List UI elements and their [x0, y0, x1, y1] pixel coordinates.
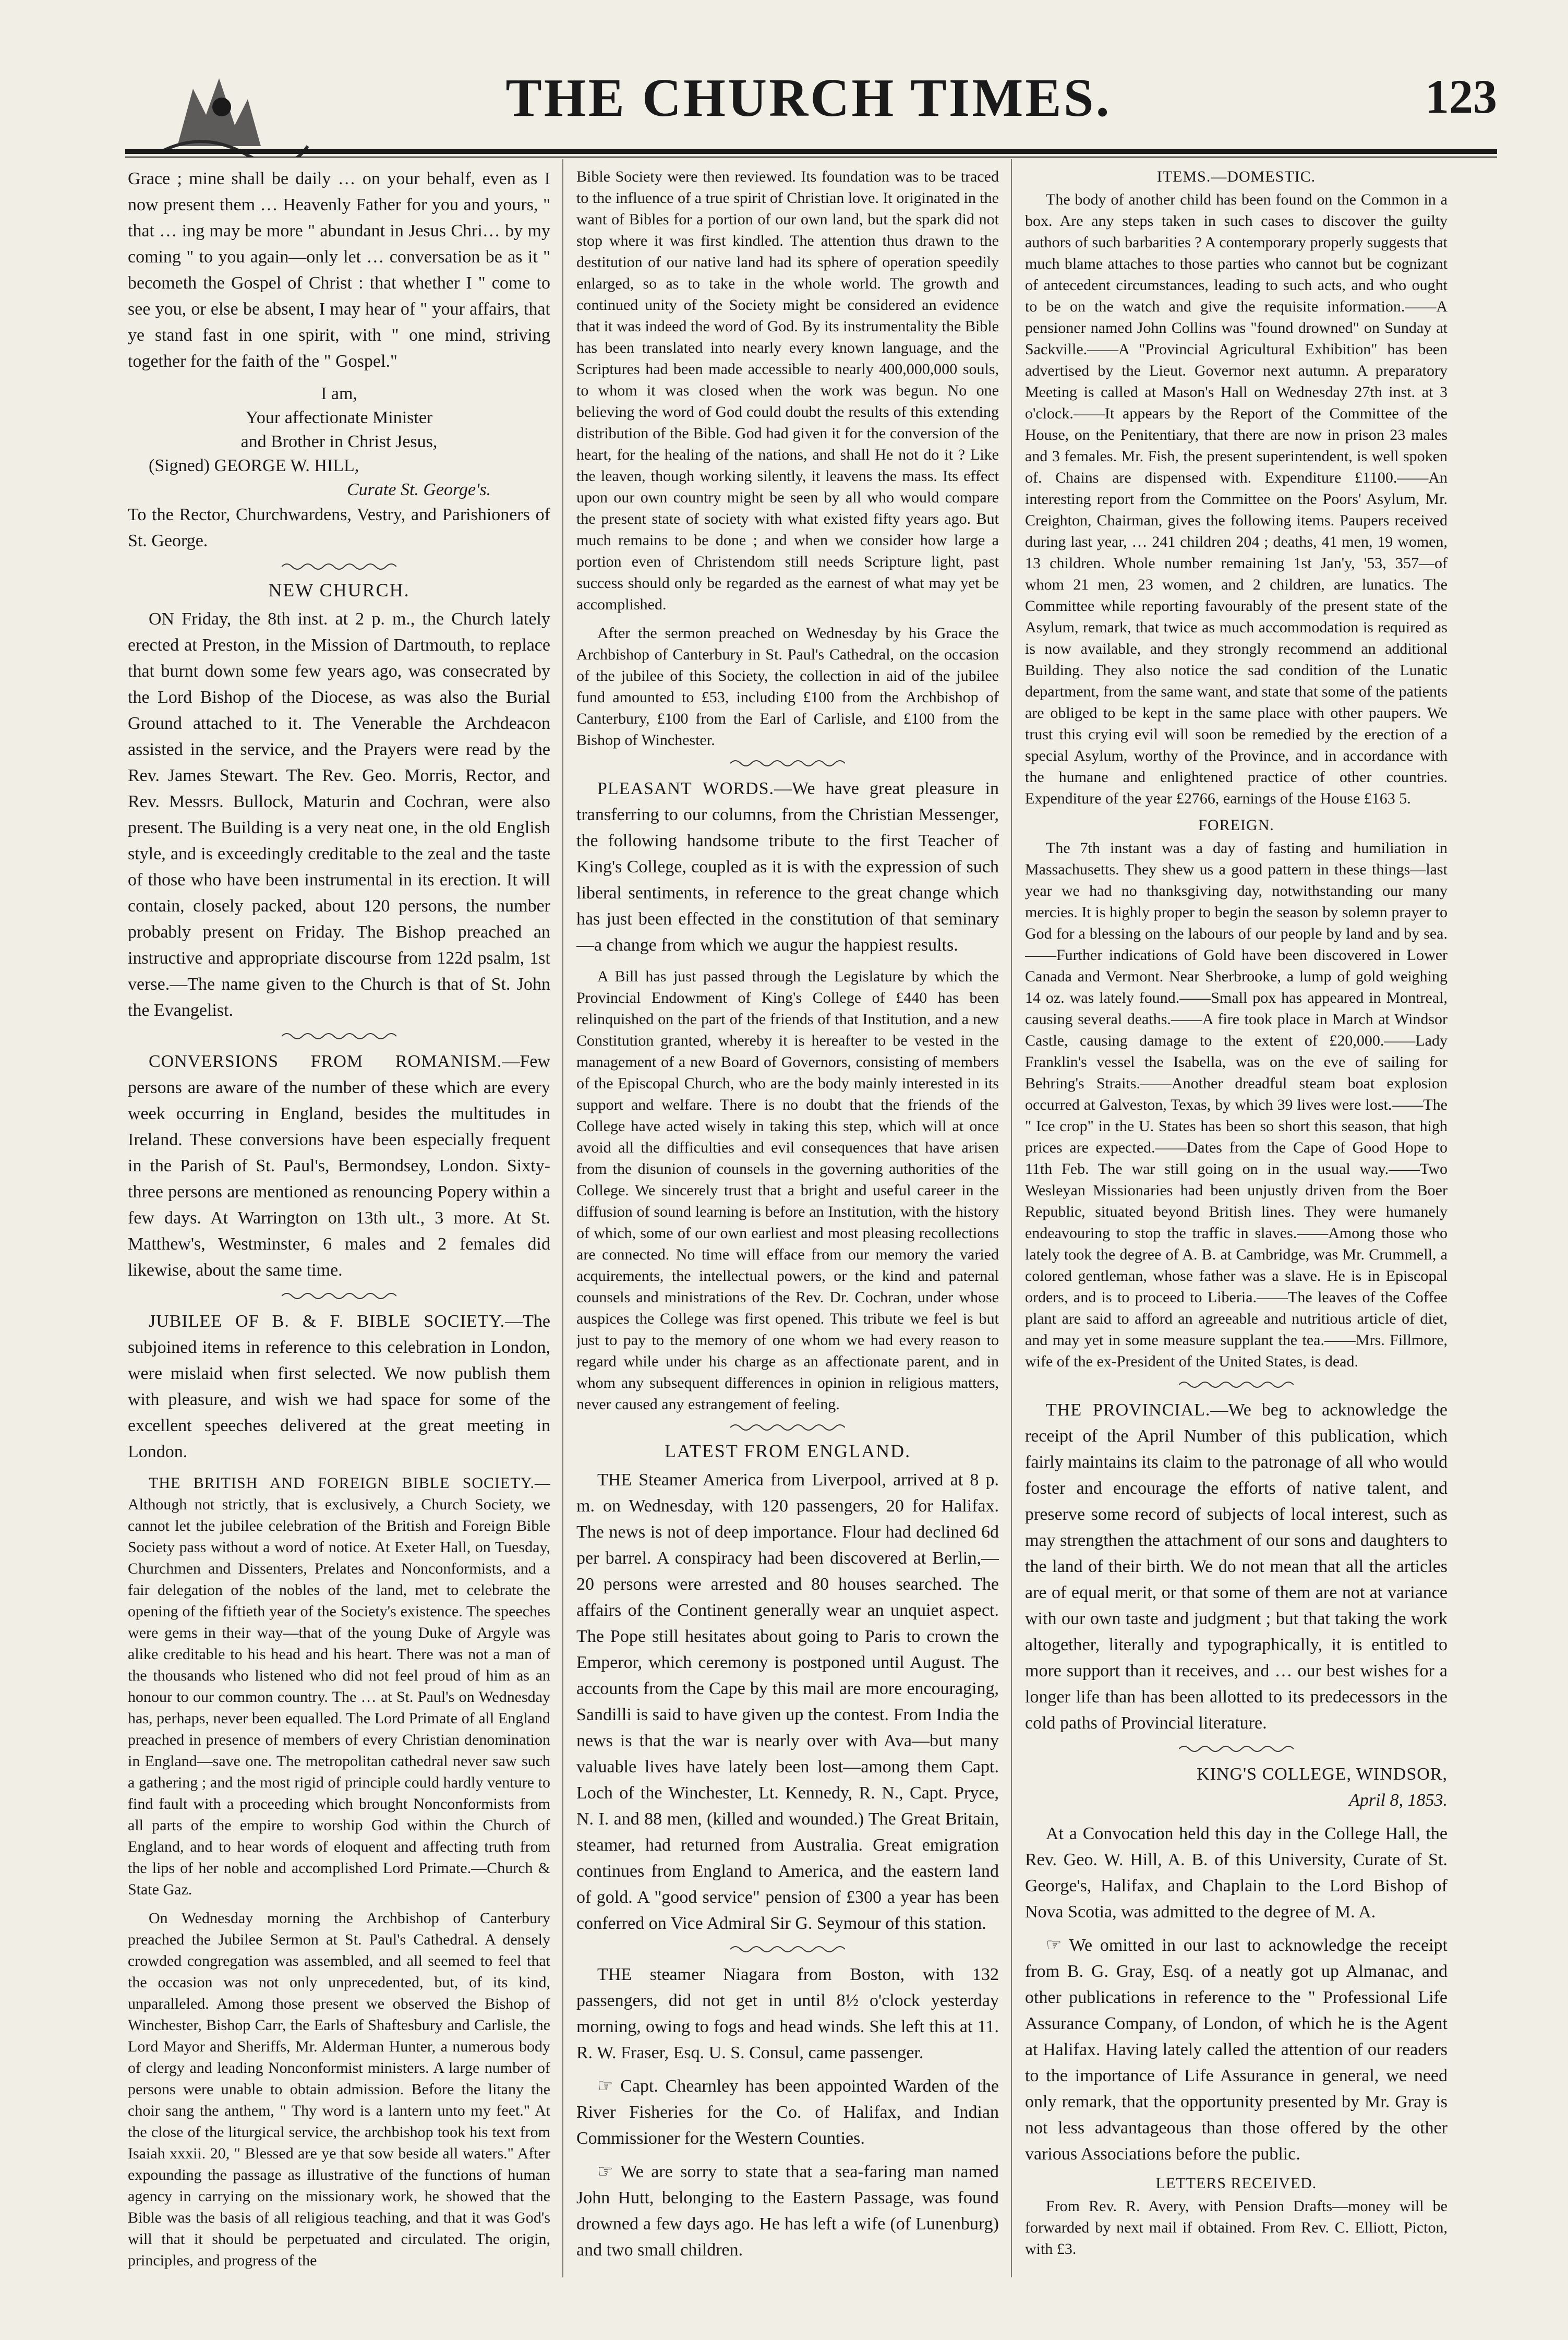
jubilee-article: [128, 1309, 550, 1465]
omitted-notice: [1025, 1933, 1448, 2167]
masthead: [120, 63, 1497, 151]
bible-society-continued: Bible Society were then reviewed. Its foundation was to be traced to the influence of a true spirit of Christian love. It originated in the want of Bibles for a portion of our own land, but the spark did not stop where it was first kindled. The attention thus drawn to the destitution of our native land had its sphere of operation speedily enlarged, so as to take in the whole world. The growth and continued unity of the Society might be considered an evidence that it was indeed the word of God. By its instrumentality the Bible has been translated into nearly every known language, and the Scriptures had been made accessible to nearly 400,000,000 souls, to whom it was closed when the work was begun. No one believing the word of God could doubt the results of this extending distribution of the Bible. God had given it for the conversion of the heart, for the healing of the nations, and shall He not do it ? Like the leaven, though working silently, it leavens the mass. Its effect upon our own country might be seen by all who would compare the present state of society with what existed fifty years ago. But much remains to be done ; and when we consider how large a portion even of Christendom still needs Scripture light, past success should only be regarded as the earnest of what may yet be accomplished.: [576, 168, 999, 613]
letter-signature: (Signed) GEORGE W. HILL,: [149, 456, 359, 475]
column-divider: [1011, 159, 1012, 2277]
ornamental-divider: [128, 1031, 550, 1042]
letter-addressee: To the Rector, Churchwardens, Vestry, and Parishioners of St. George.: [128, 505, 550, 550]
chearnley-article: [576, 2073, 999, 2152]
kings-college-date: April 8, 1853.: [1349, 1791, 1448, 1810]
letter-closing-line: and Brother in Christ Jesus,: [240, 432, 438, 451]
letter-closing: I am,: [321, 384, 357, 403]
column-middle: [576, 166, 999, 2310]
pointing-hand-icon: ☞: [597, 2162, 621, 2181]
foreign-heading: FOREIGN.: [1198, 817, 1274, 834]
provincial-heading: THE PROVINCIAL.: [1046, 1400, 1211, 1420]
kings-college-convocation-text: At a Convocation held this day in the College Hall, the Rev. Geo. W. Hill, A. B. of this University, Curate of St. George's, Halifax, and Chaplain to the Lord Bishop of Nova Scotia, was admitted to the degree of M. A.: [1025, 1824, 1448, 1922]
niagara-article: THE steamer Niagara from Boston, with 132 passengers, did not get in until 8½ o'clock yesterday morning, owing to fogs and head winds. She left this at 11. R. W. Fraser, Esq. U. S. Consul, came passenger.: [576, 1965, 999, 2062]
items-domestic-heading: ITEMS.—DOMESTIC.: [1156, 168, 1316, 185]
bible-society-heading: THE BRITISH AND FOREIGN BIBLE SOCIETY.: [149, 1474, 535, 1492]
ornamental-divider: [1025, 1379, 1448, 1391]
latest-from-england-heading: LATEST FROM ENGLAND.: [664, 1441, 911, 1461]
ornamental-divider: [128, 1291, 550, 1302]
drowning-article: [576, 2159, 999, 2263]
masthead-rule: [125, 149, 1497, 154]
new-church-heading: NEW CHURCH.: [268, 580, 410, 601]
omitted-notice-text: We omitted in our last to acknowledge the receipt from B. G. Gray, Esq. of a neatly got up Almanac, and other publications in reference to the " Professional Life Assurance Company, of London, of which he is the Agent at Halifax. Having lately called the attention of our readers to the importance of Life Assurance in general, we need only remark, that the opportunity presented by Mr. Gray is not less advantageous than those offered by the other various Associations before the public.: [1025, 1936, 1448, 2164]
jubilee-collection-text: After the sermon preached on Wednesday by his Grace the Archbishop of Canterbury in St. Paul's Cathedral, on the occasion of the jubilee of this Society, the collection in aid of the jubilee fund amounted to £53, including £100 from the Archbishop of Canterbury, £100 from the Earl of Carlisle, and £100 from the Bishop of Winchester.: [576, 625, 999, 749]
letter-closing-line: Your affectionate Minister: [245, 408, 433, 427]
ornamental-divider: [576, 1944, 999, 1955]
bible-society-text: —Although not strictly, that is exclusively, a Church Society, we cannot let the jubilee celebration of the British and Foreign Bible Society pass without a word of notice. At Exeter Hall, on Tuesday, Churchmen and Dissenters, Prelates and Nonconformists, and a fair delegation of the nobles of the land, met to celebrate the opening of the fiftieth year of the Society's existence. The speeches were gems in their way—that of the young Duke of Argyle was alike creditable to his head and his heart. There was not a man of the thousands who listened who did not feel proud of him as an honour to our common country. The … at St. Paul's on Wednesday has, perhaps, never been equalled. The Lord Primate of all England preached in presence of members of every Christian denomination in England—save one. The metropolitan cathedral never saw such a gathering ; and the most rigid of principle could hardly venture to find fault with a proceeding which brought Nonconformists from all parts of the empire to worship God within the Church of England, and to hear words of eloquent and affecting truth from the lips of her noble and accomplished Lord Primate.—Church & State Gaz.: [128, 1474, 550, 1898]
pleasant-words-heading: PLEASANT WORDS.: [597, 779, 775, 798]
ornamental-divider: [1025, 1744, 1448, 1755]
conversions-heading: CONVERSIONS FROM ROMANISM.: [149, 1052, 502, 1071]
kings-college-bill-article: A Bill has just passed through the Legislature by which the Provincial Endowment of King's College of £440 has been relinquished on the part of the friends of that Institution, and a new Constitution granted, whereby it is hereafter to be vested in the management of a new Board of Governors, consisting of members of the Episcopal Church, who are the body mainly interested in its support and welfare. There is no doubt that the friends of the College have acted wisely in taking this step, which will at once avoid all the difficulties and evil consequences that have arisen from the disunion of counsels in the governing authorities of the College. We sincerely trust that a bright and useful career in the diffusion of sound learning is before an Institution, with the history of which, some of our own earliest and most pleasing recollections are connected. No time will efface from our memory the varied acquirements, the intellectual powers, or the kind and paternal counsels and ministrations of the Rev. Dr. Cochran, under whose auspices the College was first opened. This tribute we feel is but just to pay to the memory of one whom we had every reason to regard while under his charge as an affectionate parent, and in whom any subsequent differences in opinion in religious matters, never caused any estrangement of feeling.: [576, 968, 999, 1413]
jubilee-sermon-article: On Wednesday morning the Archbishop of Canterbury preached the Jubilee Sermon at St. Paul's Cathedral. A densely crowded congregation was assembled, and all seemed to feel that the occasion was not only unprecedented, but, of its kind, unparalleled. Among those present we observed the Bishop of Winchester, Bishop Carr, the Earls of Shaftesbury and Carlisle, the Lord Mayor and Sheriffs, Mr. Alderman Hunter, a numerous body of clergy and leading Nonconformist ministers. A large number of persons were unable to obtain admission. Before the litany the choir sang the anthem, " Thy word is a lantern unto my feet." At the close of the liturgical service, the archbishop took his text from Isaiah xxxii. 20, " Blessed are ye that sow beside all waters." After expounding the passage as illustrative of the functions of human agency in carrying on the missionary work, he showed that the Bible was the basis of all religious teaching, and that it was God's will that it should be perpetuated and circulated. The origin, principles, and progress of the: [128, 1910, 550, 2269]
letters-received-text: From Rev. R. Avery, with Pension Drafts—money will be forwarded by next mail if obtained. From Rev. C. Elliott, Picton, with £3.: [1025, 2198, 1448, 2258]
new-church-article: ON Friday, the 8th inst. at 2 p. m., the Church lately erected at Preston, in the Mission of Dartmouth, to replace that burnt down some few years ago, was consecrated by the Lord Bishop of the Diocese, as was also the Burial Ground attached to it. The Venerable the Archdeacon assisted in the service, and the Prayers were read by the Rev. James Stewart. The Rev. Geo. Morris, Rector, and Rev. Messrs. Bullock, Maturin and Cochran, were also present. The Building is a very neat one, in the old English style, and is exceedingly creditable to the zeal and the taste of those who have been instrumental in its erection. It will contain, closely packed, about 120 persons, the number probably present on Friday. The Bishop preached an instructive and appropriate discourse from 122d psalm, 1st verse.—The name given to the Church is that of St. John the Evangelist.: [128, 609, 550, 1020]
letters-received-heading: LETTERS RECEIVED.: [1155, 2175, 1317, 2192]
kings-college-dateline: KING'S COLLEGE, WINDSOR,: [1197, 1765, 1448, 1784]
pointing-hand-icon: ☞: [597, 2077, 621, 2096]
provincial-text: —We beg to acknowledge the receipt of the April Number of this publication, which fairly maintains its claim to the patronage of all who would foster and encourage the efforts of native talent, and preserve some record of subjects of local interest, such as may strengthen the attachment of our sons and daughters to the land of their birth. We do not mean that all the articles are of equal merit, or that some of them are not at variance with our own taste and judgment ; but that taking the work altogether, literally and typographically, it is entitled to more support than it receives, and … our best wishes for a longer life than has been allotted to its predecessors in the cold paths of Provincial literature.: [1025, 1400, 1448, 1733]
conversions-text: —Few persons are aware of the number of these which are every week occurring in England, besides the multitudes in Ireland. These conversions have been especially frequent in the Parish of St. Paul's, Bermondsey, London. Sixty-three persons are mentioned as renouncing Popery within a few days. At Warrington on 13th ult., 3 more. At St. Matthew's, Westminster, 6 males and 2 females did likewise, about the same time.: [128, 1052, 550, 1280]
pleasant-words-article: [576, 776, 999, 958]
torn-crest-image-icon: [156, 68, 313, 157]
ornamental-divider: [128, 561, 550, 573]
pleasant-words-text: —We have great pleasure in transferring to our columns, from the Christian Messenger, the following handsome tribute to the first Teacher of King's College, coupled as it is with the expression of such liberal sentiments, in reference to the great change which has just been effected in the constitution of that seminary—a change from which we augur the happiest results.: [576, 779, 999, 955]
column-left: [128, 166, 550, 2310]
pastoral-letter-text: Grace ; mine shall be daily … on your behalf, even as I now present them … Heavenly Father for you and yours, " that … ing may be more " abundant in Jesus Chri… by my coming " to you again—only let … conversation be as it " becometh the Gospel of Christ : that whether I " come to see you, or else be absent, I may hear of " your affairs, that ye stand fast in one spirit, with " one mind, striving together for the faith of the " Gospel.": [128, 169, 550, 371]
chearnley-text: Capt. Chearnley has been appointed Warden of the River Fisheries for the Co. of Halifax, and Indian Commissioner for the Western Counties.: [576, 2077, 999, 2148]
drowning-text: We are sorry to state that a sea-faring man named John Hutt, belonging to the Eastern Passage, was found drowned a few days ago. He has left a wife (of Lunenburg) and two small children.: [576, 2162, 999, 2260]
signature-title: Curate St. George's.: [347, 480, 491, 499]
bible-society-article: [128, 1472, 550, 1900]
ornamental-divider: [576, 1422, 999, 1434]
domestic-news-text: The body of another child has been found on the Common in a box. Are any steps taken in such cases to discover the guilty authors of such barbarities ? A contemporary properly suggests that much blame attaches to those parties who cannot but be cognizant of antecedent circumstances, leading to such acts, and who ought to be on the watch and give the requisite information.——A pensioner named John Collins was "found drowned" on Sunday at Sackville.——A "Provincial Agricultural Exhibition" has been advertised by the Lieut. Governor next autumn. A preparatory Meeting is called at Mason's Hall on Wednesday 27th inst. at 3 o'clock.——It appears by the Report of the Committee of the House, on the Penitentiary, that there are now in prison 23 males and 3 females. Mr. Fish, the present superintendent, is well spoken of. Chains are dispensed with. Expenditure £1100.——An interesting report from the Committee on the Poors' Asylum, Mr. Creighton, Chairman, gives the following items. Paupers received during last year, … 241 children 204 ; deaths, 41 men, 19 women, 13 children. Whole number remaining 1st Jan'y, '53, 357—of whom 21 men, 23 women, and 2 children, are lunatics. The Committee while reporting favourably of the present state of the Asylum, remark, that twice as much accommodation is required as is now available, and they strongly recommend an additional Building. They also notice the sad condition of the Lunatic department, from the same want, and state that some of the patients are obliged to be kept in the same place with other paupers. We trust this crying evil will soon be remedied by the erection of a special Asylum, worthy of the Province, and in accordance with the humane and enlightened practice of other countries. Expenditure of the year £2766, earnings of the House £163 5.: [1025, 191, 1448, 807]
page-number: 123: [1425, 70, 1497, 123]
pointing-hand-icon: ☞: [1046, 1936, 1069, 1955]
jubilee-heading: JUBILEE OF B. & F. BIBLE SOCIETY.: [149, 1312, 505, 1331]
newspaper-title: THE CHURCH TIMES.: [505, 68, 1112, 128]
latest-from-england-article: THE Steamer America from Liverpool, arrived at 8 p. m. on Wednesday, with 120 passengers, 20 for Halifax. The news is not of deep importance. Flour had declined 6d per barrel. A conspiracy had been discovered at Berlin,—20 persons were arrested and 80 houses searched. The affairs of the Continent generally wear an unquiet aspect. The Pope still hesitates about going to Paris to crown the Emperor, which ceremony is postponed until August. The accounts from the Cape by this mail are more encouraging, Sandilli is said to have given up the contest. From India the news is that the war is nearly over with Ava—but many valuable lives have lately been lost—among them Capt. Loch of the Winchester, Lt. Kennedy, R. N., Capt. Pryce, N. I. and 88 men, (killed and wounded.) The Great Britain, steamer, had returned from Australia. Great emigration continues from England to America, and the eastern land of gold. A "good service" pension of £300 a year has been conferred on Vice Admiral Sir G. Seymour of this station.: [576, 1470, 999, 1933]
conversions-article: [128, 1049, 550, 1283]
column-divider: [562, 159, 563, 2277]
ornamental-divider: [576, 758, 999, 770]
provincial-article: [1025, 1397, 1448, 1736]
masthead-rule-thin: [125, 157, 1497, 158]
foreign-news-text: The 7th instant was a day of fasting and humiliation in Massachusetts. They shew us a good pattern in these things—last year we had no thanksgiving day, notwithstanding our many mercies. It is highly proper to begin the season by solemn prayer to God for a blessing on the labours of our people by land and by sea.——Further indications of Gold have been discovered in Lower Canada and Vermont. Near Sherbrooke, a lump of gold weighing 14 oz. was lately found.——Small pox has appeared in Montreal, causing several deaths.——A fire took place in March at Windsor Castle, causing damage to the extent of £20,000.——Lady Franklin's vessel the Isabella, was on the eve of sailing for Behring's Straits.——Another dreadful steam boat explosion occurred at Galveston, Texas, by which 39 lives were lost.——The " Ice crop" in the U. States has been so short this season, that high prices are expected.——Dates from the Cape of Good Hope to 11th Feb. The war still going on in the usual way.——Two Wesleyan Missionaries had been unjustly driven from the Boer Republic, situated beyond British lines. They were humanely endeavouring to stop the traffic in slaves.——Among those who lately took the degree of A. B. at Cambridge, was Mr. Crummell, a colored gentleman, whose father was a slave. He is in Episcopal orders, and is to proceed to Liberia.——The leaves of the Coffee plant are said to afford an agreeable and nutritious article of diet, and may yet in some measure supplant the tea.——Mrs. Fillmore, wife of the ex-President of the United States, is dead.: [1025, 839, 1448, 1370]
jubilee-text: —The subjoined items in reference to this celebration in London, were mislaid when first selected. We now publish them with pleasure, and wish we had space for some of the excellent speeches delivered at the great meeting in London.: [128, 1312, 550, 1461]
column-right: [1025, 166, 1448, 2310]
